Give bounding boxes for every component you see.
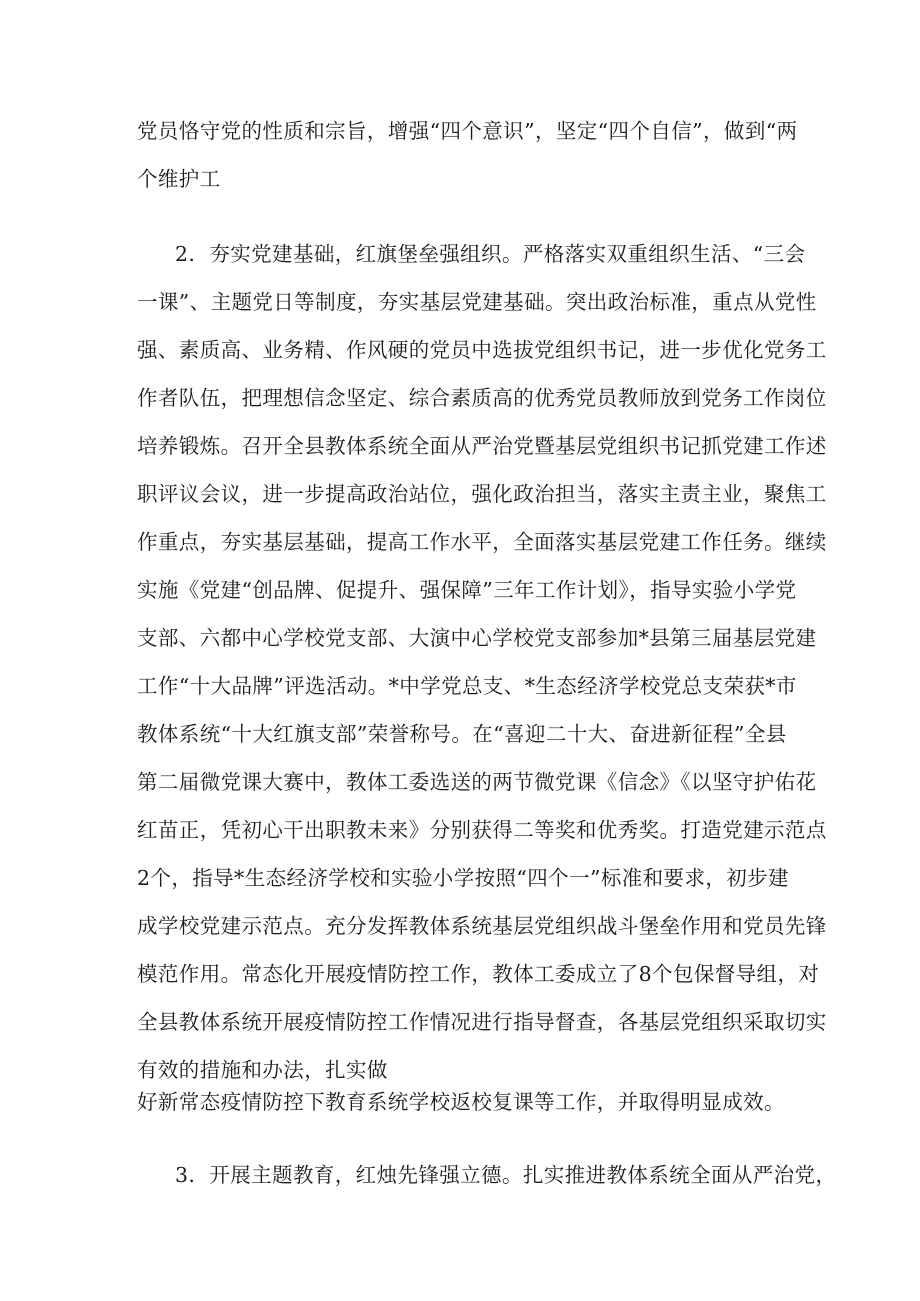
paragraph-1-line: 个维护工	[137, 167, 221, 191]
paragraph-2-line: 2个，指导*生态经济学校和实验小学按照“四个一”标准和要求，初步建	[137, 866, 789, 890]
paragraph-3-line: 3．开展主题教育，红烛先锋强立德。扎实推进教体系统全面从严治党，	[175, 1163, 837, 1187]
paragraph-2-line: 好新常态疫情防控下教育系统学校返校复课等工作，并取得明显成效。	[137, 1090, 785, 1114]
paragraph-2-line: 2．夯实党建基础，红旗堡垒强组织。严格落实双重组织生活、“三会	[175, 242, 806, 266]
paragraph-2-line: 有效的措施和办法，扎实做	[137, 1058, 388, 1082]
paragraph-2-line: 支部、六都中心学校党支部、大演中心学校党支部参加*县第三届基层党建	[137, 626, 817, 650]
paragraph-2-line: 一课”、主题党日等制度，夯实基层党建基础。突出政治标准，重点从党性	[137, 290, 817, 314]
paragraph-2-line: 红苗正，凭初心干出职教未来》分别获得二等奖和优秀奖。打造党建示范点	[137, 818, 827, 842]
paragraph-2-line: 工作“十大品牌”评选活动。*中学党总支、*生态经济学校党总支荣获*市	[137, 674, 797, 698]
paragraph-2-line: 模范作用。常态化开展疫情防控工作，教体工委成立了8个包保督导组，对	[137, 962, 820, 986]
paragraph-2-line: 教体系统“十大红旗支部”荣誉称号。在“喜迎二十大、奋进新征程”全县	[137, 722, 787, 746]
paragraph-2-line: 培养锻炼。召开全县教体系统全面从严治党暨基层党组织书记抓党建工作述	[137, 434, 827, 458]
paragraph-2-line: 第二届微党课大赛中，教体工委选送的两节微党课《信念》《以坚守护佑花	[137, 770, 817, 794]
paragraph-2-line: 成学校党建示范点。充分发挥教体系统基层党组织战斗堡垒作用和党员先锋	[137, 914, 827, 938]
paragraph-2-line: 作者队伍，把理想信念坚定、综合素质高的优秀党员教师放到党务工作岗位	[137, 386, 827, 410]
paragraph-2-line: 全县教体系统开展疫情防控工作情况进行指导督查，各基层党组织采取切实	[137, 1010, 827, 1034]
paragraph-1-line: 党员恪守党的性质和宗旨，增强“四个意识”，坚定“四个自信”，做到“两	[137, 119, 798, 143]
paragraph-2-line: 作重点，夯实基层基础，提高工作水平，全面落实基层党建工作任务。继续	[137, 530, 827, 554]
paragraph-2-line: 强、素质高、业务精、作风硬的党员中选拔党组织书记，进一步优化党务工	[137, 338, 827, 362]
paragraph-2-line: 职评议会议，进一步提高政治站位，强化政治担当，落实主责主业，聚焦工	[137, 482, 827, 506]
paragraph-2-line: 实施《党建“创品牌、促提升、强保障”三年工作计划》，指导实验小学党	[137, 578, 797, 602]
